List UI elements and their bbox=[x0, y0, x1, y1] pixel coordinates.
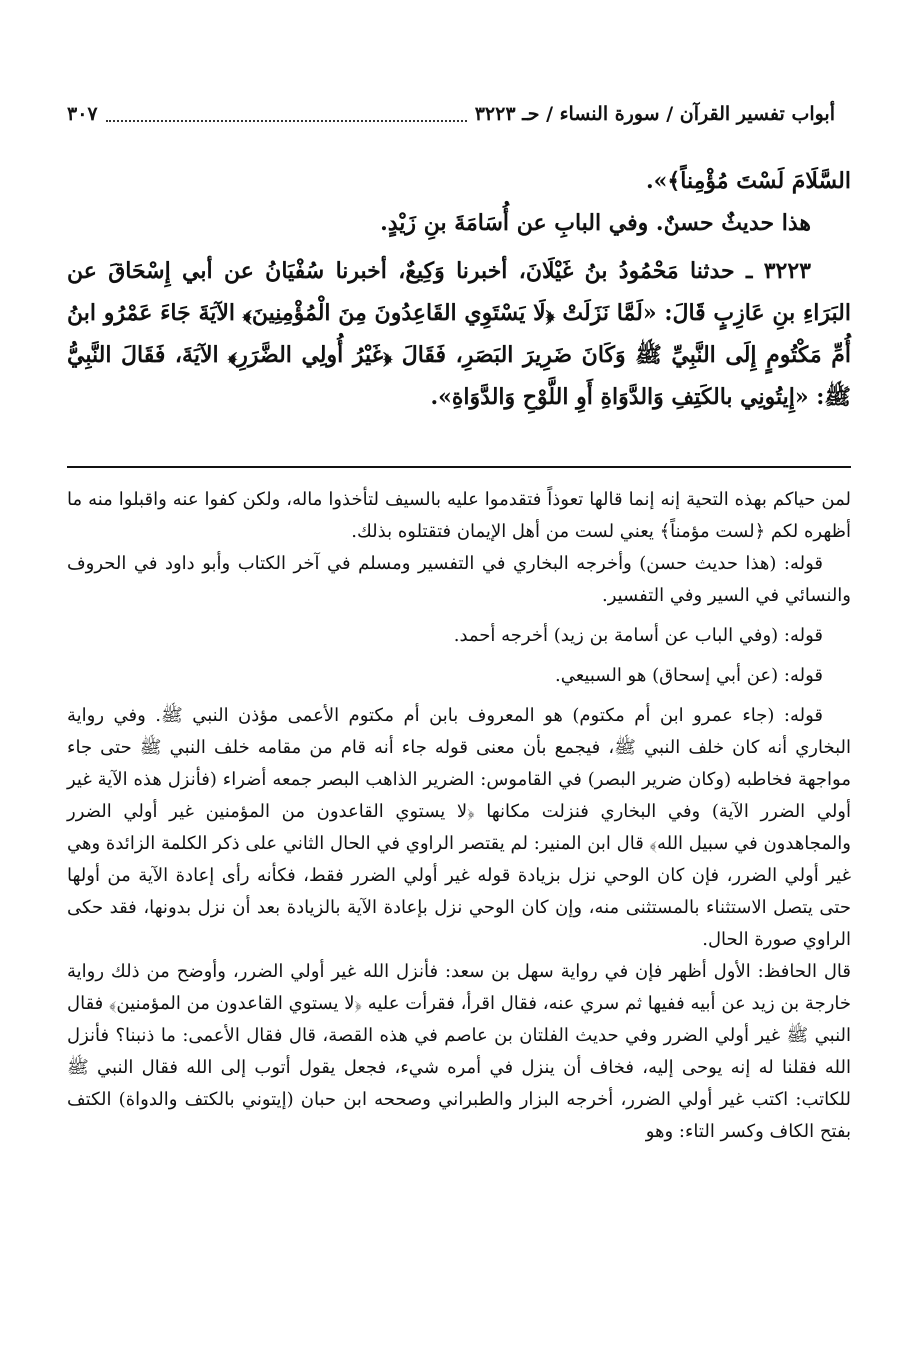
dot-leader bbox=[106, 119, 467, 122]
continuation-line: السَّلَامَ لَسْتَ مُؤْمِناً﴾». bbox=[645, 168, 851, 194]
commentary-paragraph: لمن حياكم بهذه التحية إنه إنما قالها تعوذاً فتقدموا عليه بالسيف لتأخذوا ماله، ولكن كفوا عنه واقبلوا منه ما أظهره لكم ﴿لست مؤمناً﴾ يعني لست من أهل الإيمان فتقتلوه بذلك. bbox=[67, 489, 851, 542]
page-number: ٣٠٧ bbox=[67, 103, 98, 125]
commentary-paragraph: قال الحافظ: الأول أظهر فإن في رواية سهل بن سعد: فأنزل الله غير أولي الضرر، وأوضح من ذلك رواية خارجة بن زيد عن أبيه ففيها ثم سري عنه، فقال اقرأ، فقرأت عليه ﴿لا يستوي القاعدون من المؤمنين﴾ فقال النبي ﷺ غير أولي الضرر وفي حديث الفلتان بن عاصم في هذه القصة، قال فقال الأعمى: ما ذنبنا؟ فأنزل الله فقلنا له إنه يوحى إليه، فخاف أن ينزل في أمره شيء، فجعل يقول أتوب إلى الله فقال النبي ﷺ للكاتب: اكتب غير أولي الضرر، أخرجه البزار والطبراني وصححه ابن حبان (إيتوني بالكتف والدواة) الكتف بفتح الكاف وكسر التاء: وهو bbox=[67, 961, 851, 1142]
commentary-paragraph: قوله: (وفي الباب عن أسامة بن زيد) أخرجه أحمد. bbox=[453, 625, 823, 646]
commentary bbox=[67, 484, 851, 1148]
hadith-text bbox=[67, 160, 851, 418]
commentary-paragraph: قوله: (عن أبي إسحاق) هو السبيعي. bbox=[555, 665, 823, 686]
footnote-divider bbox=[67, 466, 851, 468]
header-title: أبواب تفسير القرآن / سورة النساء / حـ ٣٢٢٣ bbox=[474, 103, 835, 125]
running-header bbox=[67, 96, 835, 132]
commentary-paragraph: قوله: (جاء عمرو ابن أم مكتوم) هو المعروف بابن أم مكتوم الأعمى مؤذن النبي ﷺ. وفي رواية البخاري أنه كان خلف النبي ﷺ، فيجمع بأن معنى قوله جاء أنه قام من مقامه خلف النبي ﷺ حتى جاء مواجهة فخاطبه (وكان ضرير البصر) في القاموس: الضرير الذاهب البصر جمعه أضراء (فأنزل هذه الآية غير أولي الضرر الآية) وفي البخاري فنزلت مكانها ﴿لا يستوي القاعدون من المؤمنين غير أولي الضرر والمجاهدون في سبيل الله﴾ قال ابن المنير: لم يقتصر الراوي في الحال الثاني على ذكر الكلمة الزائدة وهي غير أولي الضرر، فإن كان الوحي نزل بزيادة قوله غير أولي الضرر فقط، فكأنه رأى إعادة الآية من أولها حتى يتصل الاستثناء بالمستثنى منه، وإن كان الوحي نزل بإعادة الآية بالزيادة بعد أن نزل بدونها، فقد حكى الراوي صورة الحال. bbox=[67, 705, 851, 950]
hadith-grade: هذا حديثٌ حسنٌ. وفي البابِ عن أُسَامَةَ بنِ زَيْدٍ. bbox=[380, 210, 811, 236]
commentary-paragraph: قوله: (هذا حديث حسن) وأخرجه البخاري في التفسير ومسلم في آخر الكتاب وأبو داود في الحروف والنسائي في السير وفي التفسير. bbox=[67, 553, 851, 606]
hadith-3223: ٣٢٢٣ ـ حدثنا مَحْمُودُ بنُ غَيْلَانَ، أخبرنا وَكِيعٌ، أخبرنا سُفْيَانُ عن أبي إِسْحَاقَ عن البَرَاءِ بنِ عَازِبٍ قَالَ: «لَمَّا نَزَلَتْ ﴿لَا يَسْتَوِي القَاعِدُونَ مِنَ الْمُؤْمِنِينَ﴾ الآيَةَ جَاءَ عَمْرُو ابنُ أُمِّ مَكْتُومٍ إِلَى النَّبِيِّ ﷺ وَكَانَ ضَرِيرَ البَصَرِ، فَقَالَ ﴿غَيْرُ أُولِي الضَّرَرِ﴾ الآيَةَ، فَقَالَ النَّبِيُّ ﷺ: «إِيتُونِي بالكَتِفِ وَالدَّوَاةِ أَوِ اللَّوْحِ وَالدَّوَاةِ». bbox=[67, 258, 851, 410]
